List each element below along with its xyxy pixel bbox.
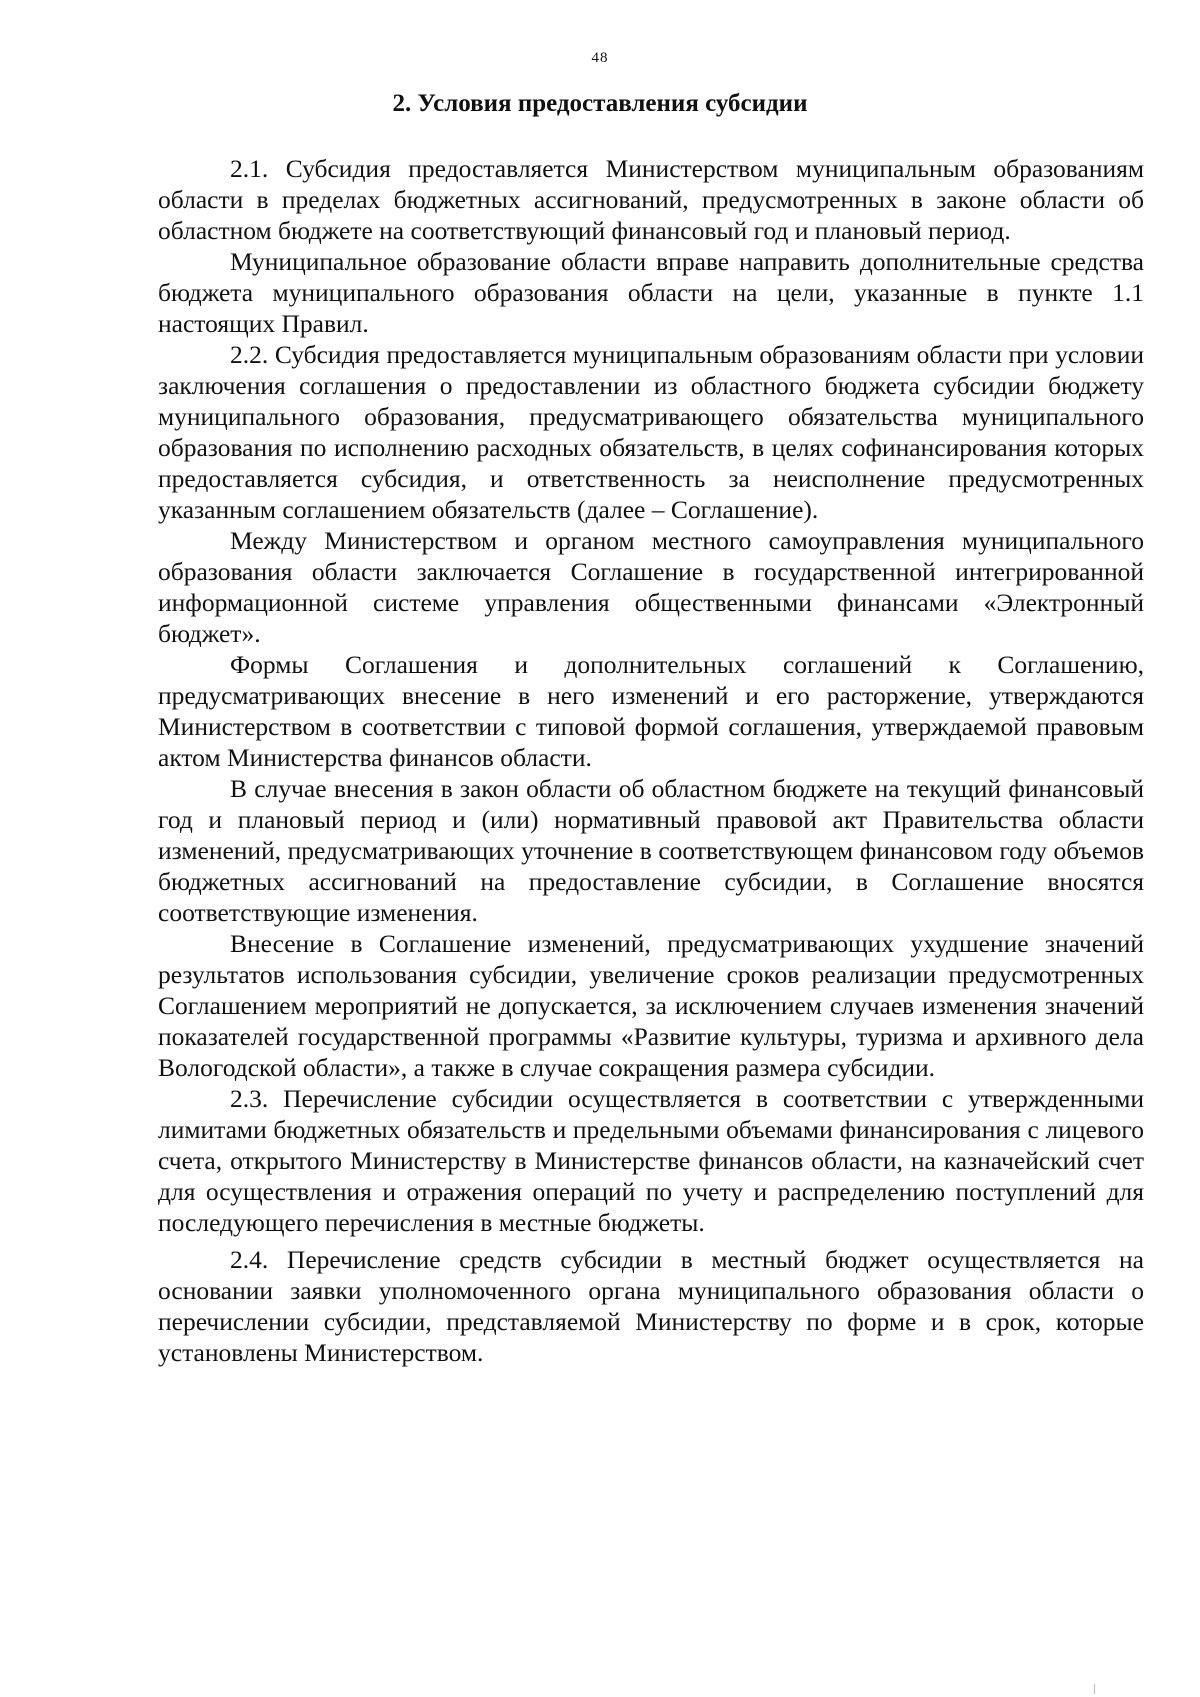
paragraph-2-2-amendments: В случае внесения в закон области об областном бюджете на текущий финансовый год и плановый период и (или) нормативный правовой акт Правительства области изменений, предусматривающих уточнение в соответствующем финансовом году объемов бюджетных ассигнований на предоставление субсидии, в Соглашение вносятся соответствующие изменения. bbox=[158, 774, 1144, 927]
paragraph-2-1: 2.1. Субсидия предоставляется Министерством муниципальным образованиям области в пределах бюджетных ассигнований, предусмотренных в законе области об областном бюджете на соответствующий финансовый год и плановый период. bbox=[158, 154, 1144, 245]
paragraph-2-2-agreement-forms: Формы Соглашения и дополнительных соглашений к Соглашению, предусматривающих внесение в него изменений и его расторжение, утверждаются Министерством в соответствии с типовой формой соглашения, утверждаемой правовым актом Министерства финансов области. bbox=[158, 650, 1144, 772]
body-text bbox=[158, 153, 1144, 1368]
paragraph-2-2-restrictions: Внесение в Соглашение изменений, предусматривающих ухудшение значений результатов использования субсидии, увеличение сроков реализации предусмотренных Соглашением мероприятий не допускается, за исключением случаев изменения значений показателей государственной программы «Развитие культуры, туризма и архивного дела Вологодской области», а также в случае сокращения размера субсидии. bbox=[158, 929, 1144, 1082]
page-number: 48 bbox=[591, 50, 609, 66]
paragraph-2-1-additional: Муниципальное образование области вправе направить дополнительные средства бюджета муниципального образования области на цели, указанные в пункте 1.1 настоящих Правил. bbox=[158, 247, 1144, 338]
section-title: 2. Условия предоставления субсидии bbox=[392, 90, 808, 117]
paragraph-2-2-agreement-system: Между Министерством и органом местного самоуправления муниципального образования области заключается Соглашение в государственной интегрированной информационной системе управления общественными финансами «Электронный бюджет». bbox=[158, 526, 1144, 648]
paragraph-2-2: 2.2. Субсидия предоставляется муниципальным образованиям области при условии заключения соглашения о предоставлении из областного бюджета субсидии бюджету муниципального образования, предусматривающего обязательства муниципального образования по исполнению расходных обязательств, в целях софинансирования которых предоставляется субсидия, и ответственность за неисполнение предусмотренных указанным соглашением обязательств (далее – Соглашение). bbox=[158, 340, 1144, 524]
paragraph-2-3: 2.3. Перечисление субсидии осуществляется в соответствии с утвержденными лимитами бюджетных обязательств и предельными объемами финансирования с лицевого счета, открытого Министерству в Министерстве финансов области, на казначейский счет для осуществления и отражения операций по учету и распределению поступлений для последующего перечисления в местные бюджеты. bbox=[158, 1084, 1144, 1237]
paragraph-2-4: 2.4. Перечисление средств субсидии в местный бюджет осуществляется на основании заявки уполномоченного органа муниципального образования области о перечислении субсидии, представляемой Министерству по форме и в срок, которые установлены Министерством. bbox=[158, 1245, 1144, 1367]
scan-artifact-mark bbox=[1094, 1684, 1095, 1694]
